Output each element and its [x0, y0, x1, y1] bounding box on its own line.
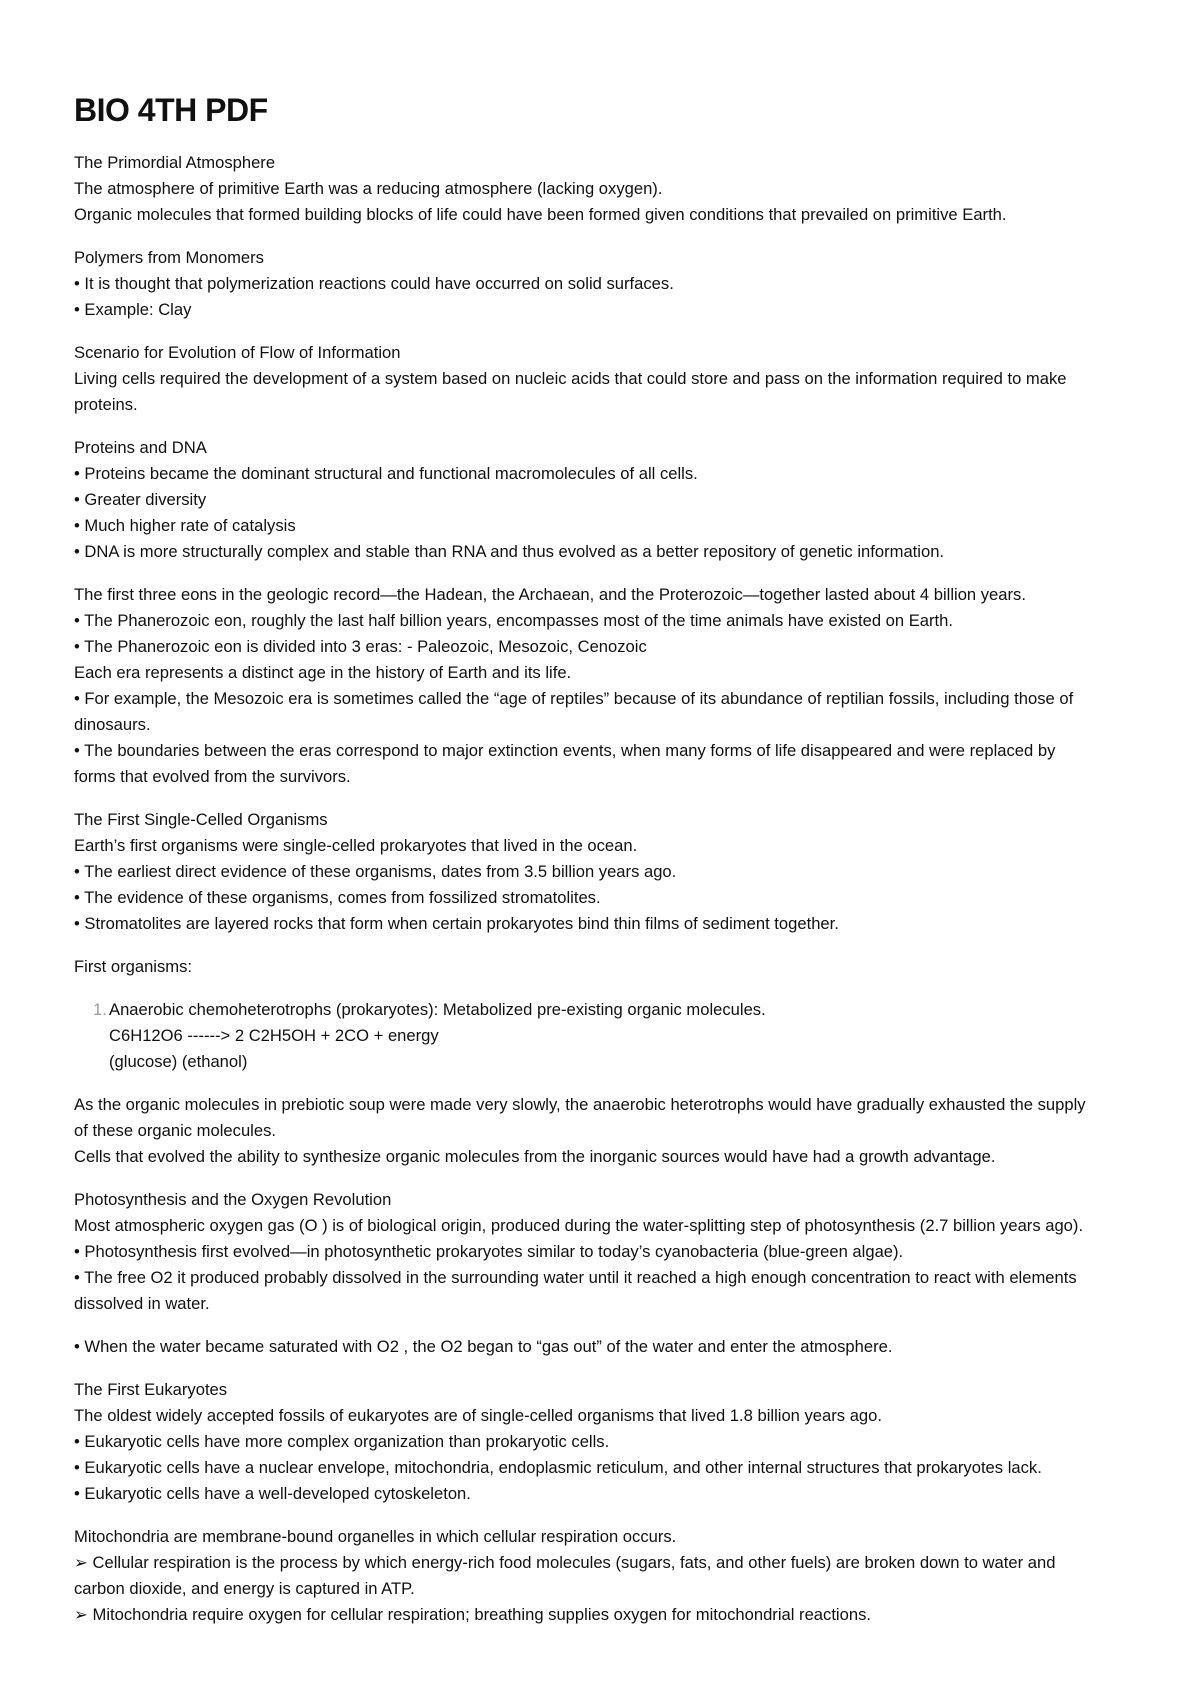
text-line: • The Phanerozoic eon, roughly the last half billion years, encompasses most of the time animals have existed on Earth. — [74, 611, 953, 630]
document-title: BIO 4TH PDF — [74, 92, 268, 128]
text-section — [74, 1187, 1126, 1317]
text-line: • Eukaryotic cells have more complex organization than prokaryotic cells. — [74, 1432, 610, 1451]
text-line: dissolved in water. — [74, 1294, 210, 1313]
text-line: First organisms: — [74, 957, 193, 976]
text-section — [74, 150, 1126, 228]
text-line: Scenario for Evolution of Flow of Information — [74, 343, 401, 362]
text-line: • The Phanerozoic eon is divided into 3 eras: - Paleozoic, Mesozoic, Cenozoic — [74, 637, 647, 656]
text-line: • The earliest direct evidence of these organisms, dates from 3.5 billion years ago. — [74, 862, 677, 881]
text-line: • For example, the Mesozoic era is sometimes called the “age of reptiles” because of its abundance of reptilian fossils, including those of — [74, 689, 1074, 708]
text-line: carbon dioxide, and energy is captured in ATP. — [74, 1579, 415, 1598]
text-line: • The evidence of these organisms, comes from fossilized stromatolites. — [74, 888, 601, 907]
text-section — [74, 582, 1126, 790]
text-line: • When the water became saturated with O2 , the O2 began to “gas out” of the water and enter the atmosphere. — [74, 1337, 893, 1356]
text-line: Each era represents a distinct age in the history of Earth and its life. — [74, 663, 572, 682]
list-item-line: C6H12O6 ------> 2 C2H5OH + 2CO + energy — [109, 1026, 439, 1045]
text-line: dinosaurs. — [74, 715, 151, 734]
text-section — [74, 1334, 1126, 1360]
text-line: The first three eons in the geologic record—the Hadean, the Archaean, and the Proterozoic—together lasted about 4 billion years. — [74, 585, 1026, 604]
text-line: Polymers from Monomers — [74, 248, 264, 267]
text-line: ➢ Cellular respiration is the process by which energy-rich food molecules (sugars, fats, and other fuels) are broken down to water and — [74, 1553, 1056, 1572]
text-line: forms that evolved from the survivors. — [74, 767, 351, 786]
text-section — [74, 807, 1126, 937]
text-section — [74, 1524, 1126, 1628]
text-section — [74, 435, 1126, 565]
text-line: proteins. — [74, 395, 138, 414]
list-item-line: (glucose) (ethanol) — [109, 1052, 248, 1071]
text-line: • Eukaryotic cells have a well-developed cytoskeleton. — [74, 1484, 471, 1503]
document-body-top — [74, 150, 1126, 980]
text-line: The First Eukaryotes — [74, 1380, 228, 1399]
text-line: Organic molecules that formed building blocks of life could have been formed given conditions that prevailed on primitive Earth. — [74, 205, 1007, 224]
text-line: Cells that evolved the ability to synthesize organic molecules from the inorganic sources would have had a growth advantage. — [74, 1147, 996, 1166]
text-section — [74, 1092, 1126, 1170]
text-section — [74, 245, 1126, 323]
text-line: The First Single-Celled Organisms — [74, 810, 328, 829]
text-line: Proteins and DNA — [74, 438, 207, 457]
text-section — [74, 1377, 1126, 1507]
text-line: • Eukaryotic cells have a nuclear envelope, mitochondria, endoplasmic reticulum, and other internal structures that prokaryotes lack. — [74, 1458, 1042, 1477]
text-line: • Photosynthesis first evolved—in photosynthetic prokaryotes similar to today’s cyanobacteria (blue-green algae). — [74, 1242, 904, 1261]
text-line: • The boundaries between the eras correspond to major extinction events, when many forms of life disappeared and were replaced by — [74, 741, 1056, 760]
text-line: As the organic molecules in prebiotic soup were made very slowly, the anaerobic heterotrophs would have gradually exhausted the supply — [74, 1095, 1086, 1114]
text-line: Most atmospheric oxygen gas (O ) is of biological origin, produced during the water-splitting step of photosynthesis (2.7 billion years ago). — [74, 1216, 1084, 1235]
text-line: • The free O2 it produced probably dissolved in the surrounding water until it reached a high enough concentration to react with elements — [74, 1268, 1077, 1287]
text-line: • Example: Clay — [74, 300, 192, 319]
text-line: The atmosphere of primitive Earth was a reducing atmosphere (lacking oxygen). — [74, 179, 663, 198]
document-body-bottom — [74, 1092, 1126, 1628]
list-item-number: 1. — [93, 1000, 107, 1019]
text-line: The Primordial Atmosphere — [74, 153, 276, 172]
text-section — [74, 954, 1126, 980]
text-line: • Stromatolites are layered rocks that form when certain prokaryotes bind thin films of sediment together. — [74, 914, 839, 933]
ordered-list — [74, 997, 1126, 1075]
text-line: Earth’s first organisms were single-celled prokaryotes that lived in the ocean. — [74, 836, 638, 855]
text-line: • Proteins became the dominant structural and functional macromolecules of all cells. — [74, 464, 698, 483]
text-line: • DNA is more structurally complex and stable than RNA and thus evolved as a better repository of genetic information. — [74, 542, 945, 561]
text-line: ➢ Mitochondria require oxygen for cellular respiration; breathing supplies oxygen for mitochondrial reactions. — [74, 1605, 871, 1624]
text-line: • Greater diversity — [74, 490, 207, 509]
text-line: Living cells required the development of a system based on nucleic acids that could store and pass on the information required to make — [74, 369, 1067, 388]
text-line: The oldest widely accepted fossils of eukaryotes are of single-celled organisms that lived 1.8 billion years ago. — [74, 1406, 882, 1425]
text-line: • Much higher rate of catalysis — [74, 516, 296, 535]
list-item-line: 1. Anaerobic chemoheterotrophs (prokaryotes): Metabolized pre-existing organic molecules. — [109, 997, 1126, 1023]
text-section — [74, 340, 1126, 418]
text-line: of these organic molecules. — [74, 1121, 277, 1140]
text-line: • It is thought that polymerization reactions could have occurred on solid surfaces. — [74, 274, 674, 293]
text-line: Mitochondria are membrane-bound organelles in which cellular respiration occurs. — [74, 1527, 677, 1546]
text-line: Photosynthesis and the Oxygen Revolution — [74, 1190, 392, 1209]
